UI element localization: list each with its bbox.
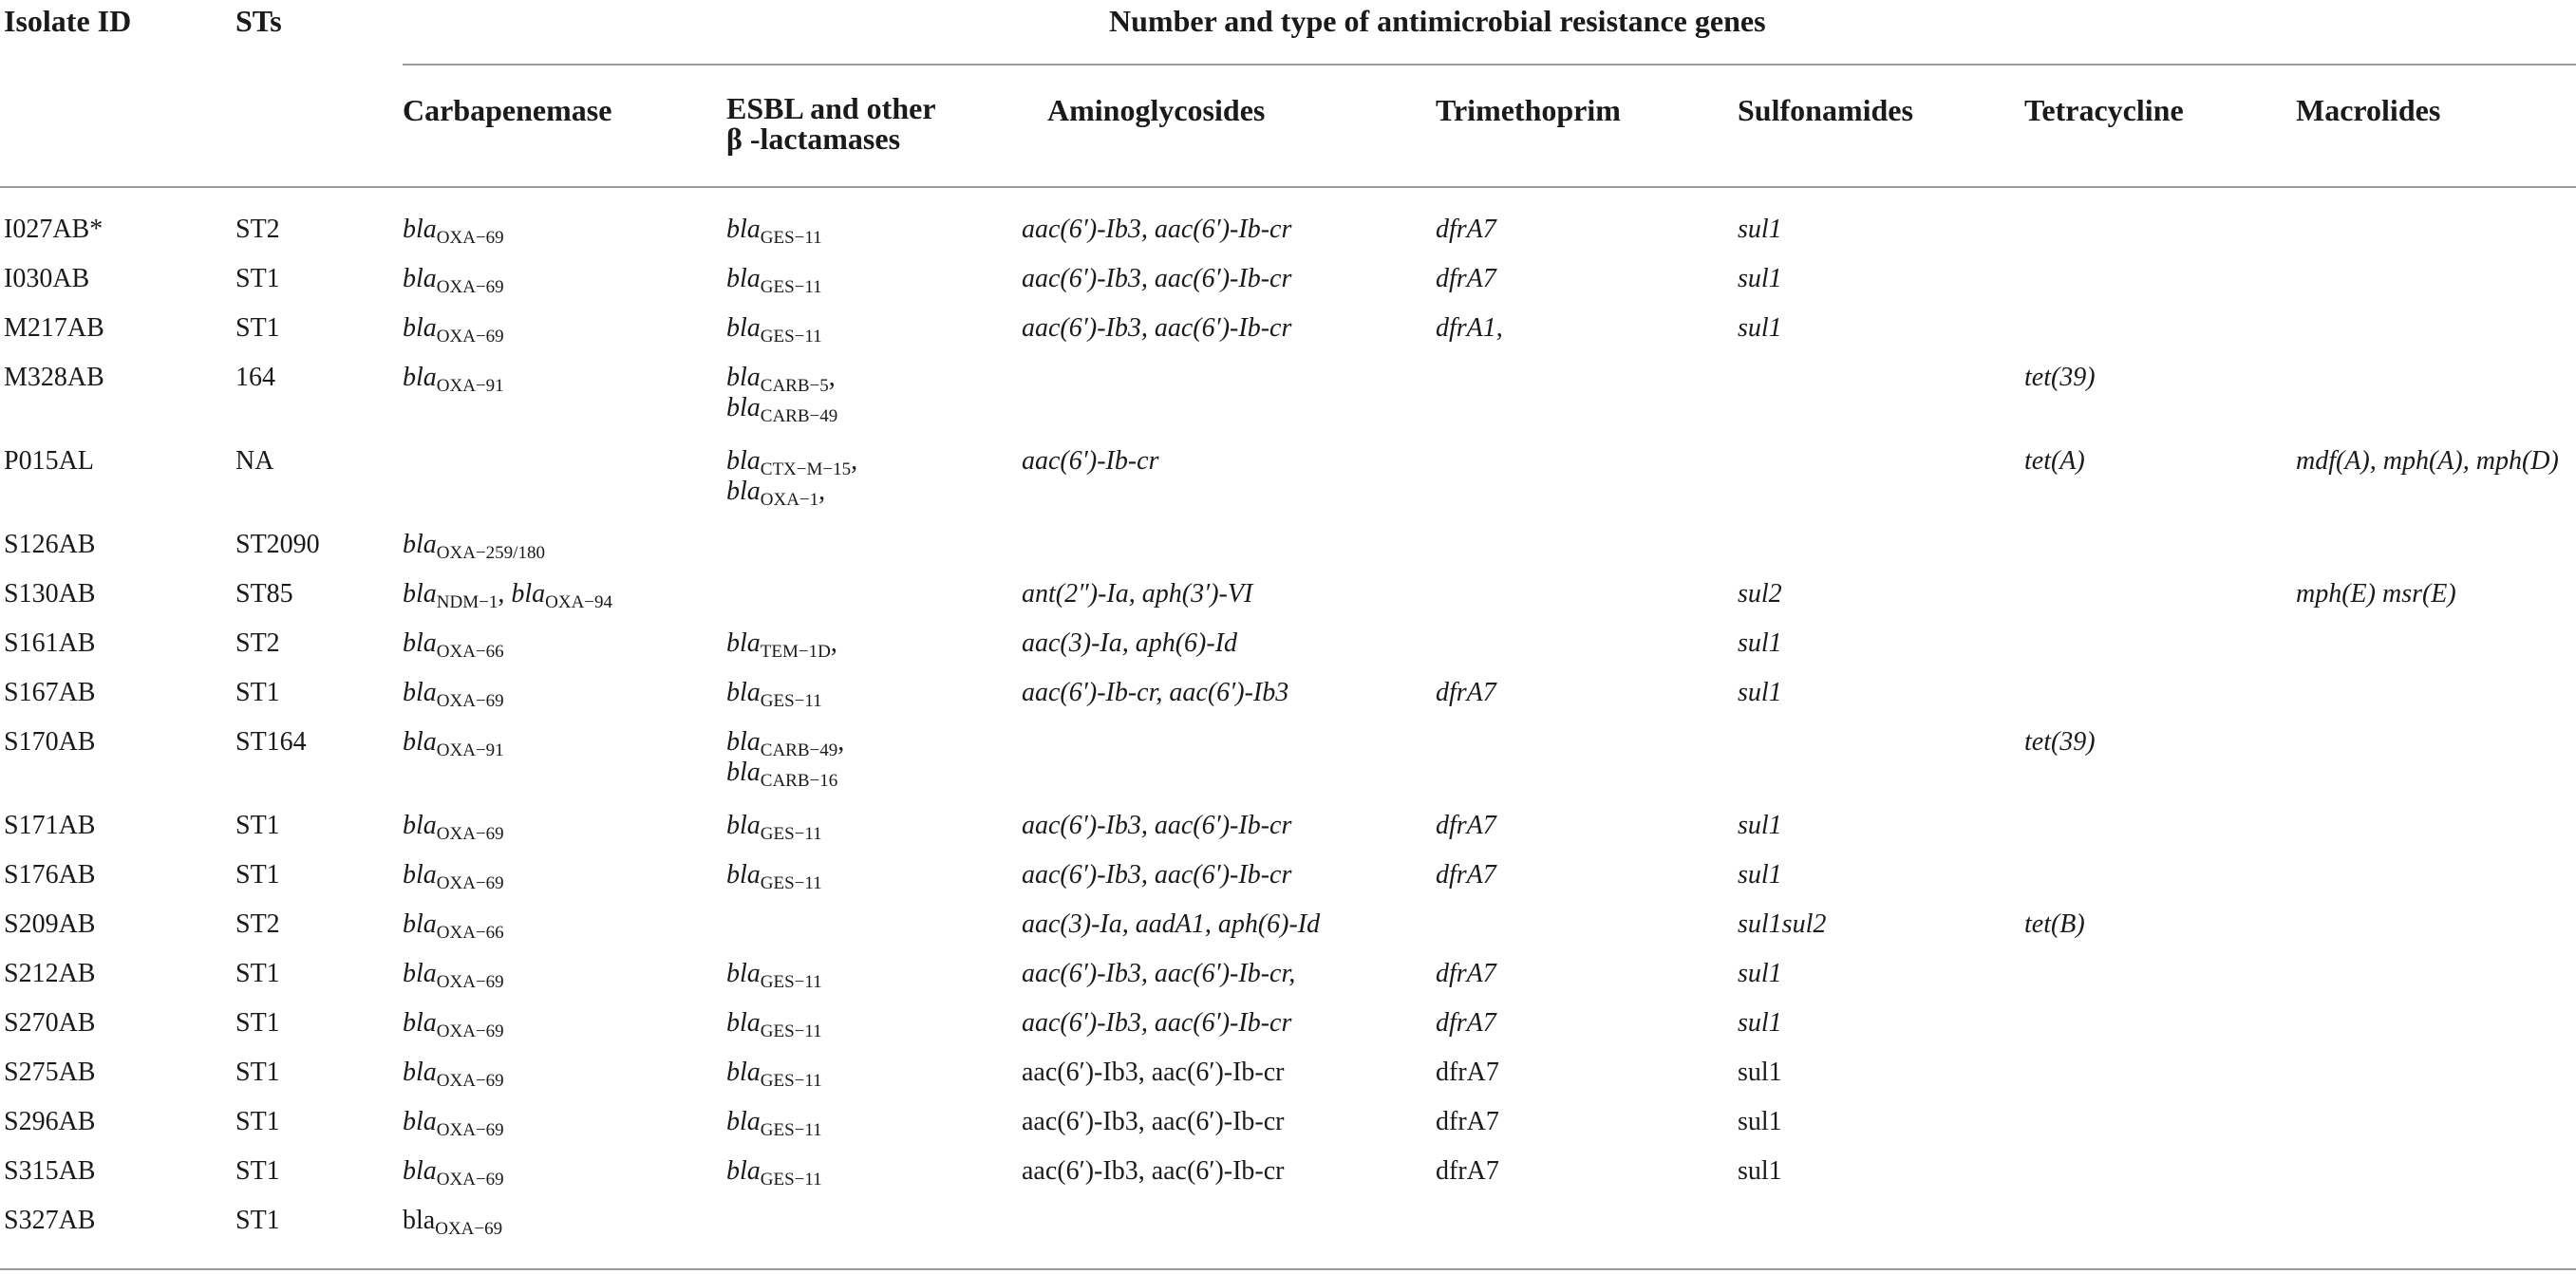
trimethoprim-cell: dfrA7 — [1436, 1156, 1499, 1186]
macrolides-cell: mdf(A), mph(A), mph(D) — [2296, 446, 2559, 476]
gene-name — [726, 477, 857, 510]
sulfonamides-cell: sul1 — [1738, 678, 1782, 707]
gene-subscript: GES−11 — [760, 824, 822, 844]
aminoglycosides-cell: aac(6′)-Ib3, aac(6′)-Ib-cr, — [1022, 959, 1296, 988]
gene-name — [403, 1058, 504, 1091]
gene-suffix: , — [828, 363, 836, 392]
gene-name — [403, 1008, 504, 1039]
gene-prefix: bla — [403, 1107, 437, 1136]
isolate-id-cell: S171AB — [4, 811, 96, 840]
gene-prefix: bla — [403, 1008, 437, 1038]
gene-prefix: bla — [403, 959, 437, 988]
gene-suffix: , — [851, 446, 858, 476]
isolate-id-cell: P015AL — [4, 446, 94, 476]
isolate-id-cell: S296AB — [4, 1107, 96, 1136]
esbl-cell — [726, 215, 822, 248]
gene-subscript: OXA−91 — [436, 376, 504, 396]
gene-name — [403, 1156, 504, 1190]
gene-name — [726, 811, 822, 844]
gene-prefix: bla — [403, 363, 437, 392]
carbapenemase-cell — [403, 530, 545, 563]
header-esbl-line2: β -lactamases — [726, 122, 901, 156]
gene-prefix: bla — [511, 579, 546, 609]
carbapenemase-cell — [403, 1107, 504, 1140]
gene-prefix: bla — [403, 1156, 437, 1186]
gene-subscript: OXA−259/180 — [436, 543, 545, 563]
gene-prefix: bla — [726, 959, 761, 988]
gene-subscript: TEM−1D — [760, 642, 831, 662]
gene-subscript: OXA−69 — [436, 277, 504, 297]
gene-name — [403, 264, 504, 297]
carbapenemase-cell — [403, 959, 504, 992]
carbapenemase-cell — [403, 727, 504, 758]
macrolides-cell: mph(E) msr(E) — [2296, 579, 2456, 609]
gene-prefix: bla — [726, 313, 761, 343]
st-cell: ST1 — [235, 1206, 280, 1235]
gene-prefix: bla — [726, 446, 761, 476]
gene-subscript: GES−11 — [760, 277, 822, 297]
trimethoprim-cell: dfrA7 — [1436, 1058, 1499, 1087]
gene-prefix: bla — [403, 579, 437, 609]
tetracycline-cell: tet(39) — [2024, 363, 2096, 392]
gene-name — [403, 1206, 503, 1239]
gene-prefix: bla — [726, 363, 761, 392]
gene-subscript: OXA−69 — [436, 691, 504, 711]
gene-name — [726, 264, 822, 297]
gene-subscript: CTX−M−15 — [760, 459, 852, 479]
trimethoprim-cell: dfrA7 — [1436, 959, 1496, 988]
trimethoprim-cell: dfrA7 — [1436, 860, 1496, 890]
gene-name — [403, 909, 504, 943]
st-cell: ST164 — [235, 727, 307, 757]
gene-name — [726, 446, 857, 477]
gene-name — [403, 579, 512, 612]
st-cell: ST1 — [235, 1058, 280, 1087]
isolate-id-cell: S315AB — [4, 1156, 96, 1186]
carbapenemase-cell — [403, 1156, 504, 1190]
gene-subscript: CARB−49 — [760, 406, 838, 426]
gene-subscript: GES−11 — [760, 873, 822, 893]
st-cell: ST1 — [235, 959, 280, 988]
aminoglycosides-cell: aac(6′)-Ib-cr, aac(6′)-Ib3 — [1022, 678, 1289, 707]
isolate-id-cell: S161AB — [4, 628, 96, 658]
sulfonamides-cell: sul1 — [1738, 1156, 1782, 1186]
gene-prefix: bla — [403, 628, 437, 658]
gene-name — [726, 959, 822, 992]
gene-subscript: OXA−69 — [436, 228, 504, 248]
tetracycline-cell: tet(A) — [2024, 446, 2085, 476]
gene-subscript: GES−11 — [760, 1170, 822, 1190]
esbl-cell — [726, 313, 822, 347]
gene-subscript: OXA−69 — [436, 972, 504, 992]
gene-name — [403, 215, 504, 248]
st-cell: ST1 — [235, 313, 280, 343]
gene-name — [726, 1156, 822, 1190]
sulfonamides-cell: sul1 — [1738, 628, 1782, 658]
isolate-id-cell: S209AB — [4, 909, 96, 939]
sulfonamides-cell: sul1sul2 — [1738, 909, 1827, 939]
gene-subscript: OXA−69 — [436, 1021, 504, 1041]
sulfonamides-cell: sul2 — [1738, 579, 1782, 609]
gene-prefix: bla — [403, 313, 437, 343]
tetracycline-cell: tet(39) — [2024, 727, 2096, 757]
gene-prefix: bla — [726, 628, 761, 658]
aminoglycosides-cell: aac(3)-Ia, aph(6)-Id — [1022, 628, 1238, 658]
gene-subscript: OXA−69 — [435, 1219, 503, 1239]
gene-name — [403, 628, 504, 662]
esbl-cell — [726, 1107, 822, 1140]
gene-name — [726, 313, 822, 347]
header-trimethoprim: Trimethoprim — [1436, 93, 1621, 127]
header-bottom-rule — [0, 186, 2576, 188]
gene-name — [403, 727, 504, 758]
isolate-id-cell: S176AB — [4, 860, 96, 890]
gene-subscript: GES−11 — [760, 228, 822, 248]
gene-name — [403, 1107, 504, 1140]
carbapenemase-cell — [403, 363, 504, 396]
gene-name — [726, 628, 837, 662]
gene-prefix: bla — [403, 727, 437, 757]
header-aminoglycosides: Aminoglycosides — [1047, 93, 1266, 127]
gene-prefix: bla — [726, 860, 761, 890]
aminoglycosides-cell: aac(6′)-Ib3, aac(6′)-Ib-cr — [1022, 215, 1292, 244]
esbl-cell — [726, 363, 838, 426]
gene-name — [726, 678, 822, 711]
gene-subscript: OXA−66 — [436, 642, 504, 662]
gene-prefix: bla — [403, 215, 437, 244]
isolate-id-cell: S130AB — [4, 579, 96, 609]
gene-prefix: bla — [726, 758, 761, 787]
st-cell: ST1 — [235, 678, 280, 707]
gene-prefix: bla — [726, 1008, 761, 1038]
isolate-id-cell: M217AB — [4, 313, 104, 343]
header-esbl-line1: ESBL and other — [726, 91, 936, 125]
gene-subscript: OXA−69 — [436, 1071, 504, 1091]
st-cell: 164 — [235, 363, 275, 392]
trimethoprim-cell: dfrA1, — [1436, 313, 1503, 343]
sulfonamides-cell: sul1 — [1738, 860, 1782, 890]
esbl-cell — [726, 1058, 822, 1091]
gene-subscript: GES−11 — [760, 691, 822, 711]
gene-name — [726, 1107, 822, 1140]
gene-subscript: CARB−5 — [760, 376, 829, 396]
st-cell: ST1 — [235, 264, 280, 293]
st-cell: ST2 — [235, 909, 280, 939]
gene-prefix: bla — [403, 1058, 437, 1087]
st-cell: ST85 — [235, 579, 293, 609]
trimethoprim-cell: dfrA7 — [1436, 264, 1496, 293]
gene-subscript: GES−11 — [760, 972, 822, 992]
sulfonamides-cell: sul1 — [1738, 215, 1782, 244]
gene-prefix: bla — [726, 811, 761, 840]
gene-subscript: GES−11 — [760, 1021, 822, 1041]
gene-name — [726, 758, 844, 791]
esbl-cell — [726, 264, 822, 297]
header-tetracycline: Tetracycline — [2024, 93, 2184, 127]
carbapenemase-cell — [403, 313, 504, 347]
trimethoprim-cell: dfrA7 — [1436, 678, 1496, 707]
isolate-id-cell: S327AB — [4, 1206, 96, 1235]
aminoglycosides-cell: aac(6′)-Ib3, aac(6′)-Ib-cr — [1022, 1058, 1285, 1087]
gene-name — [511, 579, 613, 612]
isolate-id-cell: I030AB — [4, 264, 90, 293]
gene-subscript: OXA−94 — [545, 592, 613, 612]
carbapenemase-cell — [403, 860, 504, 893]
gene-subscript: GES−11 — [760, 1071, 822, 1091]
sulfonamides-cell: sul1 — [1738, 1107, 1782, 1136]
gene-subscript: OXA−66 — [436, 923, 504, 943]
isolate-id-cell: S270AB — [4, 1008, 96, 1038]
gene-prefix: bla — [726, 1107, 761, 1136]
gene-prefix: bla — [726, 678, 761, 707]
gene-name — [403, 959, 504, 992]
gene-subscript: NDM−1 — [436, 592, 498, 612]
aminoglycosides-cell: aac(6′)-Ib3, aac(6′)-Ib-cr — [1022, 1008, 1292, 1038]
gene-prefix: bla — [726, 264, 761, 293]
carbapenemase-cell — [403, 678, 504, 711]
tetracycline-cell: tet(B) — [2024, 909, 2085, 939]
header-carbapenemase: Carbapenemase — [403, 93, 612, 127]
gene-subscript: OXA−69 — [436, 873, 504, 893]
st-cell: ST1 — [235, 1156, 280, 1186]
gene-prefix: bla — [726, 727, 761, 757]
aminoglycosides-cell: aac(6′)-Ib3, aac(6′)-Ib-cr — [1022, 264, 1292, 293]
st-cell: ST2 — [235, 628, 280, 658]
gene-name — [726, 215, 822, 248]
gene-subscript: GES−11 — [760, 1120, 822, 1140]
carbapenemase-cell — [403, 811, 504, 844]
gene-name — [726, 393, 838, 426]
aminoglycosides-cell: aac(3)-Ia, aadA1, aph(6)-Id — [1022, 909, 1321, 939]
st-cell: ST1 — [235, 811, 280, 840]
carbapenemase-cell — [403, 264, 504, 297]
st-cell: ST1 — [235, 860, 280, 890]
gene-name — [726, 1058, 822, 1091]
gene-prefix: bla — [403, 530, 437, 559]
gene-subscript: OXA−69 — [436, 327, 504, 347]
table-bottom-rule — [0, 1268, 2576, 1270]
carbapenemase-cell — [403, 909, 504, 943]
aminoglycosides-cell: aac(6′)-Ib3, aac(6′)-Ib-cr — [1022, 811, 1292, 840]
gene-name — [403, 313, 504, 347]
gene-prefix: bla — [726, 393, 761, 422]
gene-subscript: OXA−69 — [436, 824, 504, 844]
st-cell: ST1 — [235, 1008, 280, 1038]
gene-name — [726, 860, 822, 893]
header-sulfonamides: Sulfonamides — [1738, 93, 1913, 127]
sulfonamides-cell: sul1 — [1738, 1058, 1782, 1087]
st-cell: ST1 — [235, 1107, 280, 1136]
header-sts: STs — [235, 4, 282, 38]
gene-name — [403, 678, 504, 711]
carbapenemase-cell — [403, 628, 504, 662]
esbl-cell — [726, 860, 822, 893]
gene-prefix: bla — [403, 811, 437, 840]
carbapenemase-cell — [403, 215, 504, 248]
carbapenemase-cell — [403, 1206, 503, 1239]
st-cell: ST2 — [235, 215, 280, 244]
gene-suffix: , — [830, 628, 837, 658]
gene-prefix: bla — [403, 264, 437, 293]
aminoglycosides-cell: ant(2″)-Ia, aph(3′)-VI — [1022, 579, 1253, 609]
gene-prefix: bla — [403, 909, 437, 939]
gene-name — [726, 1008, 822, 1039]
gene-subscript: CARB−49 — [760, 740, 838, 760]
isolate-id-cell: S212AB — [4, 959, 96, 988]
esbl-cell — [726, 959, 822, 992]
gene-subscript: OXA−91 — [436, 740, 504, 760]
gene-subscript: OXA−69 — [436, 1120, 504, 1140]
isolate-id-cell: I027AB* — [4, 215, 103, 244]
header-macrolides: Macrolides — [2296, 93, 2441, 127]
trimethoprim-cell: dfrA7 — [1436, 811, 1496, 840]
header-group-title: Number and type of antimicrobial resistance genes — [1109, 4, 1766, 38]
sulfonamides-cell: sul1 — [1738, 264, 1782, 293]
gene-suffix: , — [837, 727, 845, 757]
trimethoprim-cell: dfrA7 — [1436, 1107, 1499, 1136]
gene-prefix: bla — [726, 1156, 761, 1186]
esbl-cell — [726, 1008, 822, 1039]
sulfonamides-cell: sul1 — [1738, 313, 1782, 343]
carbapenemase-cell — [403, 1058, 504, 1091]
esbl-cell — [726, 446, 858, 510]
header-isolate-id: Isolate ID — [4, 4, 132, 38]
trimethoprim-cell: dfrA7 — [1436, 215, 1496, 244]
gene-name — [403, 363, 504, 396]
gene-subscript: CARB−16 — [760, 771, 838, 791]
header-esbl — [726, 93, 936, 154]
gene-name — [726, 363, 837, 396]
sulfonamides-cell: sul1 — [1738, 959, 1782, 988]
aminoglycosides-cell: aac(6′)-Ib3, aac(6′)-Ib-cr — [1022, 1107, 1285, 1136]
isolate-id-cell: S170AB — [4, 727, 96, 757]
trimethoprim-cell: dfrA7 — [1436, 1008, 1496, 1038]
group-underline — [403, 64, 2576, 66]
isolate-id-cell: S167AB — [4, 678, 96, 707]
aminoglycosides-cell: aac(6′)-Ib-cr — [1022, 446, 1159, 476]
gene-suffix: , — [498, 579, 512, 609]
gene-subscript: GES−11 — [760, 327, 822, 347]
carbapenemase-cell — [403, 579, 613, 612]
sulfonamides-cell: sul1 — [1738, 811, 1782, 840]
gene-name — [726, 727, 844, 758]
gene-subscript: OXA−1 — [760, 490, 819, 510]
carbapenemase-cell — [403, 1008, 504, 1039]
gene-prefix: bla — [726, 1058, 761, 1087]
esbl-cell — [726, 678, 822, 711]
gene-subscript: OXA−69 — [436, 1170, 504, 1190]
gene-name — [403, 860, 504, 893]
sulfonamides-cell: sul1 — [1738, 1008, 1782, 1038]
aminoglycosides-cell: aac(6′)-Ib3, aac(6′)-Ib-cr — [1022, 1156, 1285, 1186]
gene-prefix: bla — [403, 1206, 436, 1235]
isolate-id-cell: S275AB — [4, 1058, 96, 1087]
esbl-cell — [726, 1156, 822, 1190]
aminoglycosides-cell: aac(6′)-Ib3, aac(6′)-Ib-cr — [1022, 860, 1292, 890]
gene-suffix: , — [818, 477, 826, 506]
gene-prefix: bla — [726, 477, 761, 506]
gene-prefix: bla — [403, 860, 437, 890]
gene-prefix: bla — [726, 215, 761, 244]
isolate-id-cell: M328AB — [4, 363, 104, 392]
gene-prefix: bla — [403, 678, 437, 707]
esbl-cell — [726, 811, 822, 844]
st-cell: ST2090 — [235, 530, 320, 559]
isolate-id-cell: S126AB — [4, 530, 96, 559]
gene-name — [403, 811, 504, 844]
esbl-cell — [726, 727, 845, 791]
gene-name — [403, 530, 545, 563]
esbl-cell — [726, 628, 837, 662]
st-cell: NA — [235, 446, 274, 476]
aminoglycosides-cell: aac(6′)-Ib3, aac(6′)-Ib-cr — [1022, 313, 1292, 343]
